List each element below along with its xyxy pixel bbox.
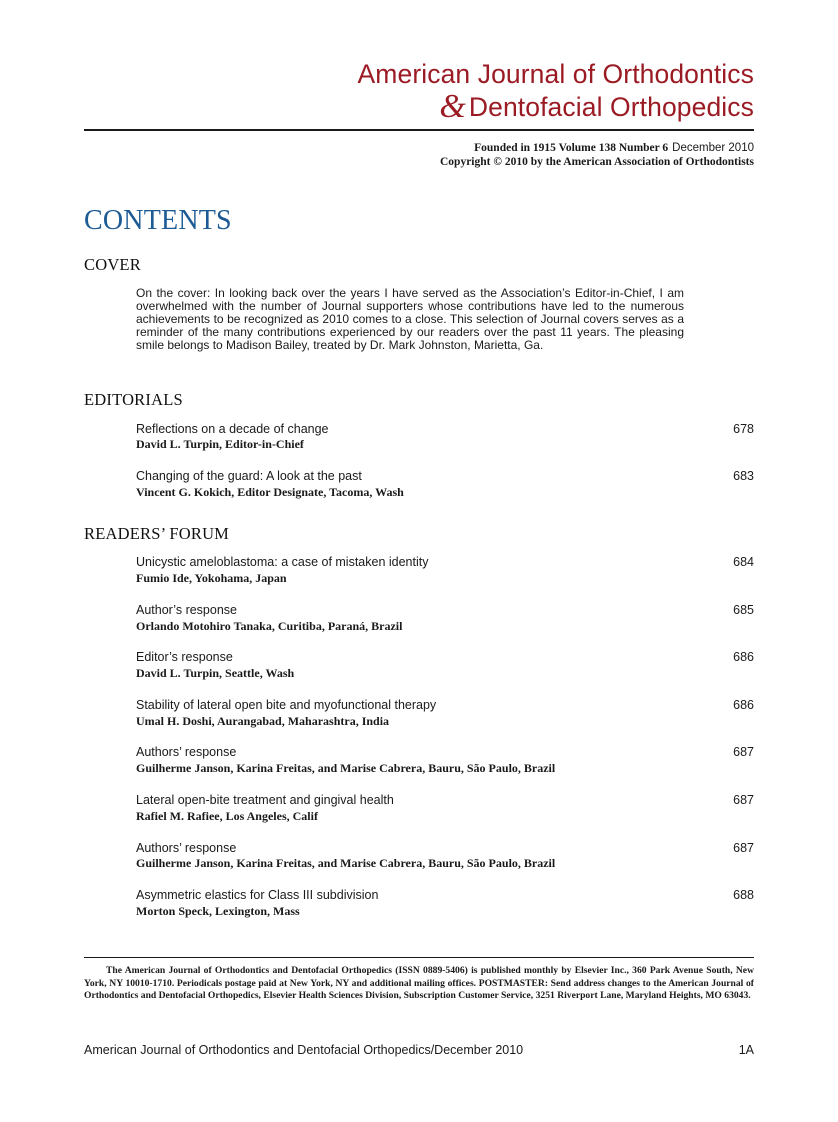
article-author: Guilherme Janson, Karina Freitas, and Marise Cabrera, Bauru, São Paulo, Brazil <box>136 761 556 775</box>
article-page-number[interactable]: 688 <box>733 888 754 902</box>
page-number: 1A <box>738 1043 754 1057</box>
article-author: Rafiel M. Rafiee, Los Angeles, Calif <box>136 809 318 823</box>
footnote-rule <box>84 957 754 958</box>
journal-title-line2-text: Dentofacial Orthopedics <box>468 92 754 122</box>
article-title[interactable]: Asymmetric elastics for Class III subdivision <box>136 888 379 902</box>
article-page-number[interactable]: 686 <box>733 698 754 712</box>
page-footer-journal: American Journal of Orthodontics and Dentofacial Orthopedics/December 2010 <box>84 1043 524 1057</box>
article-page-number[interactable]: 684 <box>733 555 754 569</box>
article-title[interactable]: Stability of lateral open bite and myofunctional therapy <box>136 698 437 712</box>
article-page-number[interactable]: 687 <box>733 745 754 759</box>
contents-title: CONTENTS <box>84 205 232 236</box>
article-author: Orlando Motohiro Tanaka, Curitiba, Paraná, Brazil <box>136 619 403 633</box>
article-title[interactable]: Authors’ response <box>136 745 237 759</box>
article-author: Vincent G. Kokich, Editor Designate, Tacoma, Wash <box>136 485 404 499</box>
article-author: David L. Turpin, Editor-in-Chief <box>136 437 304 451</box>
article-author: Guilherme Janson, Karina Freitas, and Marise Cabrera, Bauru, São Paulo, Brazil <box>136 856 556 870</box>
article-page-number[interactable]: 678 <box>733 422 754 436</box>
header-rule <box>84 129 754 131</box>
article-title[interactable]: Author’s response <box>136 603 237 617</box>
article-author: Morton Speck, Lexington, Mass <box>136 904 300 918</box>
issue-date: December 2010 <box>672 142 754 154</box>
article-title[interactable]: Lateral open-bite treatment and gingival health <box>136 793 394 807</box>
section-heading-editorials: EDITORIALS <box>84 390 183 409</box>
article-page-number[interactable]: 687 <box>733 793 754 807</box>
journal-title-line1: American Journal of Orthodontics <box>357 59 754 89</box>
article-title[interactable]: Editor’s response <box>136 650 233 664</box>
article-title[interactable]: Authors’ response <box>136 841 237 855</box>
article-author: David L. Turpin, Seattle, Wash <box>136 666 295 680</box>
ampersand-glyph: & <box>439 88 466 125</box>
founded-text: Founded in 1915 Volume 138 Number 6 <box>474 142 669 154</box>
section-heading-cover: COVER <box>84 255 141 274</box>
article-page-number[interactable]: 687 <box>733 841 754 855</box>
cover-description: On the cover: In looking back over the years I have served as the Association’s Editor-in-Chief, I am overwhelmed with the number of Journal supporters whose contributions have led to the numerous achievements to be recognized as 2010 comes to a close. This selection of Journal covers serves as a reminder of the many contributions experienced by our readers over the past 11 years. The pleasing smile belongs to Madison Bailey, treated by Dr. Mark Johnston, Marietta, Ga. <box>136 286 684 352</box>
article-title[interactable]: Unicystic ameloblastoma: a case of mistaken identity <box>136 555 429 569</box>
journal-title-line2 <box>439 88 754 125</box>
copyright-line: Copyright © 2010 by the American Association of Orthodontists <box>440 156 754 168</box>
article-page-number[interactable]: 685 <box>733 603 754 617</box>
article-title[interactable]: Changing of the guard: A look at the past <box>136 469 362 483</box>
section-heading-readers-forum: READERS’ FORUM <box>84 524 230 543</box>
article-author: Fumio Ide, Yokohama, Japan <box>136 571 287 585</box>
article-page-number[interactable]: 686 <box>733 650 754 664</box>
article-title[interactable]: Reflections on a decade of change <box>136 422 329 436</box>
founded-line <box>474 142 754 154</box>
article-page-number[interactable]: 683 <box>733 469 754 483</box>
article-author: Umal H. Doshi, Aurangabad, Maharashtra, India <box>136 714 390 728</box>
publication-footnote: The American Journal of Orthodontics and Dentofacial Orthopedics (ISSN 0889-5406) is published monthly by Elsevier Inc., 360 Park Avenue South, New York, NY 10010-1710. Periodicals postage paid at New York, NY and additional mailing offices. POSTMASTER: Send address changes to the American Journal of Orthodontics and Dentofacial Orthopedics, Elsevier Health Sciences Division, Subscription Customer Service, 3251 Riverport Lane, Maryland Heights, MO 63043. <box>84 965 754 1002</box>
